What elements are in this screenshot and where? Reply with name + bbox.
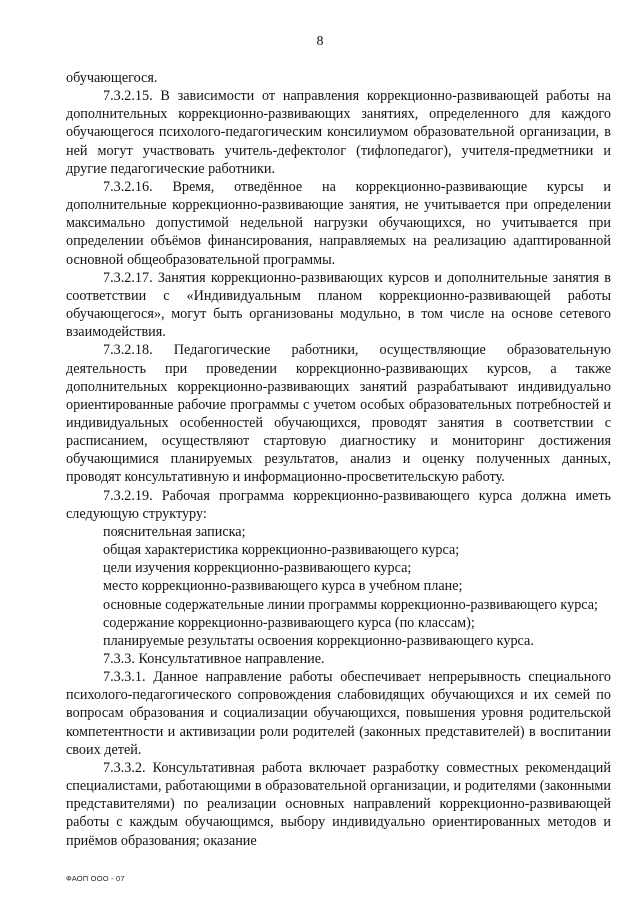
list-item: содержание коррекционно-развивающего курса (по классам);	[103, 614, 475, 631]
list-item: цели изучения коррекционно-развивающего курса;	[103, 560, 412, 577]
list-item: место коррекционно-развивающего курса в учебном плане;	[103, 578, 463, 595]
document-body	[66, 69, 611, 850]
paragraph: 7.3.2.19. Рабочая программа коррекционно-развивающего курса должна иметь следующую структуру:	[66, 487, 611, 522]
paragraph: 7.3.2.15. В зависимости от направления коррекционно-развивающей работы на дополнительных коррекционно-развивающих занятиях, определенного для каждого обучающегося психолого-педагогическим консилиумом образовательной организации, в ней могут участвовать учитель-дефектолог (тифлопедагог), учителя-предметники и другие педагогические работники.	[66, 88, 611, 177]
paragraph: 7.3.2.17. Занятия коррекционно-развивающих курсов и дополнительные занятия в соответствии с «Индивидуальным планом коррекционно-развивающей работы обучающегося», могут быть организованы модульно, в том числе на основе сетевого взаимодействия.	[66, 269, 611, 341]
list-item: общая характеристика коррекционно-развивающего курса;	[103, 542, 460, 559]
list-item: 7.3.3. Консультативное направление.	[103, 651, 325, 667]
paragraph: 7.3.2.16. Время, отведённое на коррекционно-развивающие курсы и дополнительные коррекционно-развивающие занятия, не учитывается при определении максимально допустимой недельной нагрузки обучающихся, но учитывается при определении объёмов финансирования, направляемых на реализацию адаптированной основной общеобразовательной программы.	[66, 178, 611, 268]
list-item: основные содержательные линии программы коррекционно-развивающего курса;	[103, 596, 598, 613]
paragraph: 7.3.3.1. Данное направление работы обеспечивает непрерывность специального психолого-педагогического сопровождения слабовидящих обучающихся и их семей по вопросам образования и социализации обучающихся, повышения уровня родительской компетентности и активизации роли родителей (законных представителей) в воспитании своих детей.	[66, 669, 611, 758]
page-number: 8	[316, 34, 324, 49]
paragraph: 7.3.3.2. Консультативная работа включает разработку совместных рекомендаций специалистами, работающими в образовательной организации, и родителями (законными представителями) по реализации основных направлений коррекционно-развивающей работы с каждым обучающимся, выбору индивидуально ориентированных методов и приёмов образования; оказание	[66, 759, 611, 849]
paragraph: 7.3.2.18. Педагогические работники, осуществляющие образовательную деятельность при проведении коррекционно-развивающих курсов, а также дополнительных коррекционно-развивающих занятий разрабатывают индивидуально ориентированные рабочие программы с учетом особых образовательных потребностей и индивидуальных особенностей обучающихся, проводят занятия в соответствии с расписанием, осуществляют стартовую диагностику и мониторинг достижения обучающимися планируемых результатов, анализ и оценку полученных данных, проводят консультативную и информационно-просветительскую работу.	[66, 342, 611, 486]
document-footer: ФАОП ООО - 07	[66, 874, 125, 883]
paragraph: обучающегося.	[66, 70, 158, 86]
list-item: пояснительная записка;	[103, 523, 246, 540]
list-item: планируемые результаты освоения коррекционно-развивающего курса.	[103, 632, 534, 649]
